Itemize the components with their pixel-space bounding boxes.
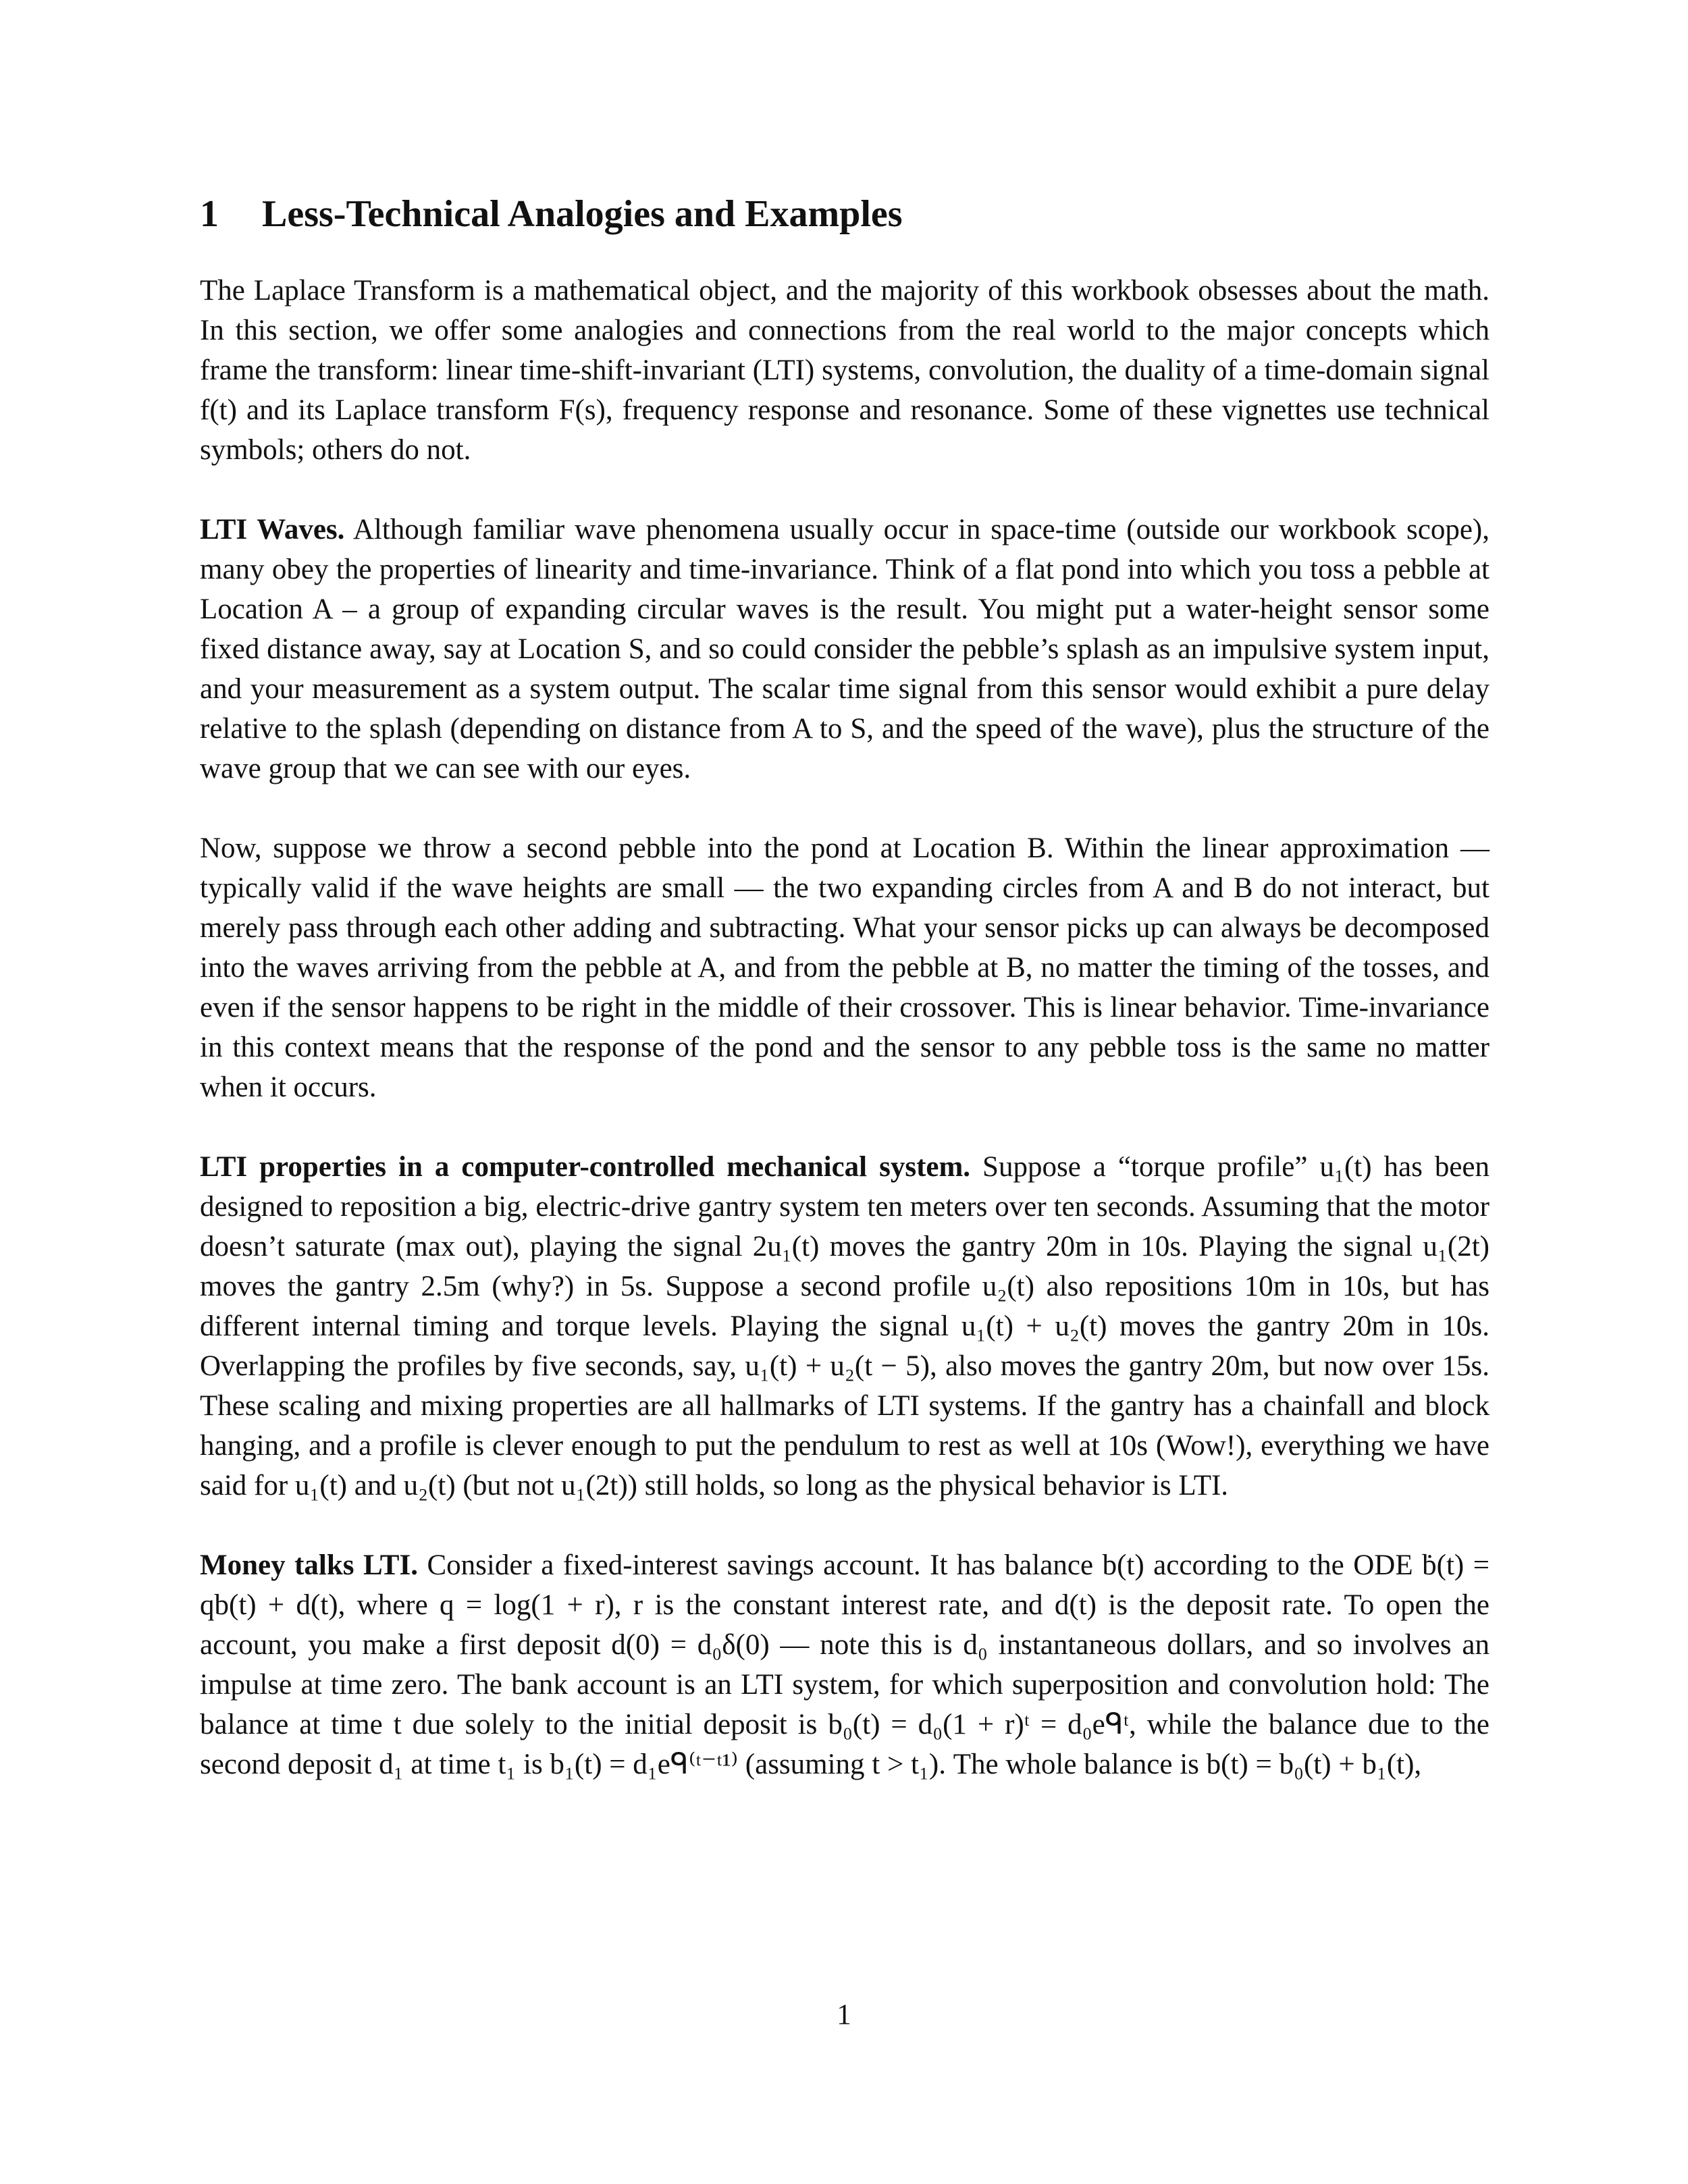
page-number: 1 (837, 1999, 851, 2031)
section-title: Less-Technical Analogies and Examples (262, 193, 903, 235)
paragraph-lead: LTI properties in a computer-controlled mechanical system. (200, 1151, 971, 1183)
section-heading (200, 192, 1489, 237)
paragraph-money (200, 1545, 1489, 1784)
paragraph-text: Suppose a “torque profile” u₁(t) has been designed to reposition a big, electric-drive gantry system ten meters over ten seconds. Assuming that the motor doesn’t saturate (max out), playing the signal 2u₁(t) moves the gantry 20m in 10s. Playing the signal u₁(2t) moves the gantry 2.5m (why?) in 5s. Suppose a second profile u₂(t) also repositions 10m in 10s, but has different internal timing and torque levels. Playing the signal u₁(t) + u₂(t) moves the gantry 20m in 10s. Overlapping the profiles by five seconds, say, u₁(t) + u₂(t − 5), also moves the gantry 20m, but now over 15s. These scaling and mixing properties are all hallmarks of LTI systems. If the gantry has a chainfall and block hanging, and a profile is clever enough to put the pendulum to rest as well at 10s (Wow!), everything we have said for u₁(t) and u₂(t) (but not u₁(2t)) still holds, so long as the physical behavior is LTI. (200, 1151, 1490, 1502)
paragraph-second-pebble (200, 828, 1489, 1107)
paragraph-text: Although familiar wave phenomena usually occur in space-time (outside our workbook scope), many obey the properties of linearity and time-invariance. Think of a flat pond into which you toss a pebble at Location A – a group of expanding circular waves is the result. You might put a water-height sensor some fixed distance away, say at Location S, and so could consider the pebble’s splash as an impulsive system input, and your measurement as a system output. The scalar time signal from this sensor would exhibit a pure delay relative to the splash (depending on distance from A to S, and the speed of the wave), plus the structure of the wave group that we can see with our eyes. (200, 514, 1489, 785)
paragraph-gantry (200, 1147, 1489, 1506)
paragraph-text: Consider a fixed-interest savings account. It has balance b(t) according to the ODE ḃ(t) = qb(t) + d(t), where q = log(1 + r), r is the constant interest rate, and d(t) is the deposit rate. To open the account, you make a first deposit d(0) = d₀δ(0) — note this is d₀ instantaneous dollars, and so involves an impulse at time zero. The bank account is an LTI system, for which superposition and convolution hold: The balance at time t due solely to the initial deposit is b₀(t) = d₀(1 + r)ᵗ = d₀eᑫᵗ, while the balance due to the second deposit d₁ at time t₁ is b₁(t) = d₁eᑫ⁽ᵗ⁻ᵗ¹⁾ (assuming t > t₁). The whole balance is b(t) = b₀(t) + b₁(t), (200, 1549, 1490, 1781)
paragraph-text: Now, suppose we throw a second pebble into the pond at Location B. Within the linear approximation — typically valid if the wave heights are small — the two expanding circles from A and B do not interact, but merely pass through each other adding and subtracting. What your sensor picks up can always be decomposed into the waves arriving from the pebble at A, and from the pebble at B, no matter the timing of the tosses, and even if the sensor happens to be right in the middle of their crossover. This is linear behavior. Time-invariance in this context means that the response of the pond and the sensor to any pebble toss is the same no matter when it occurs. (200, 832, 1489, 1104)
paragraph-lead: Money talks LTI. (200, 1549, 418, 1582)
paragraph-intro (200, 271, 1489, 470)
section-number: 1 (200, 193, 219, 235)
paragraph-lti-waves (200, 510, 1489, 789)
page-body (200, 192, 1489, 1824)
paragraph-lead: LTI Waves. (200, 514, 345, 546)
paragraph-text: The Laplace Transform is a mathematical object, and the majority of this workbook obsesses about the math. In this section, we offer some analogies and connections from the real world to the major concepts which frame the transform: linear time-shift-invariant (LTI) systems, convolution, the duality of a time-domain signal f(t) and its Laplace transform F(s), frequency response and resonance. Some of these vignettes use technical symbols; others do not. (200, 275, 1489, 467)
